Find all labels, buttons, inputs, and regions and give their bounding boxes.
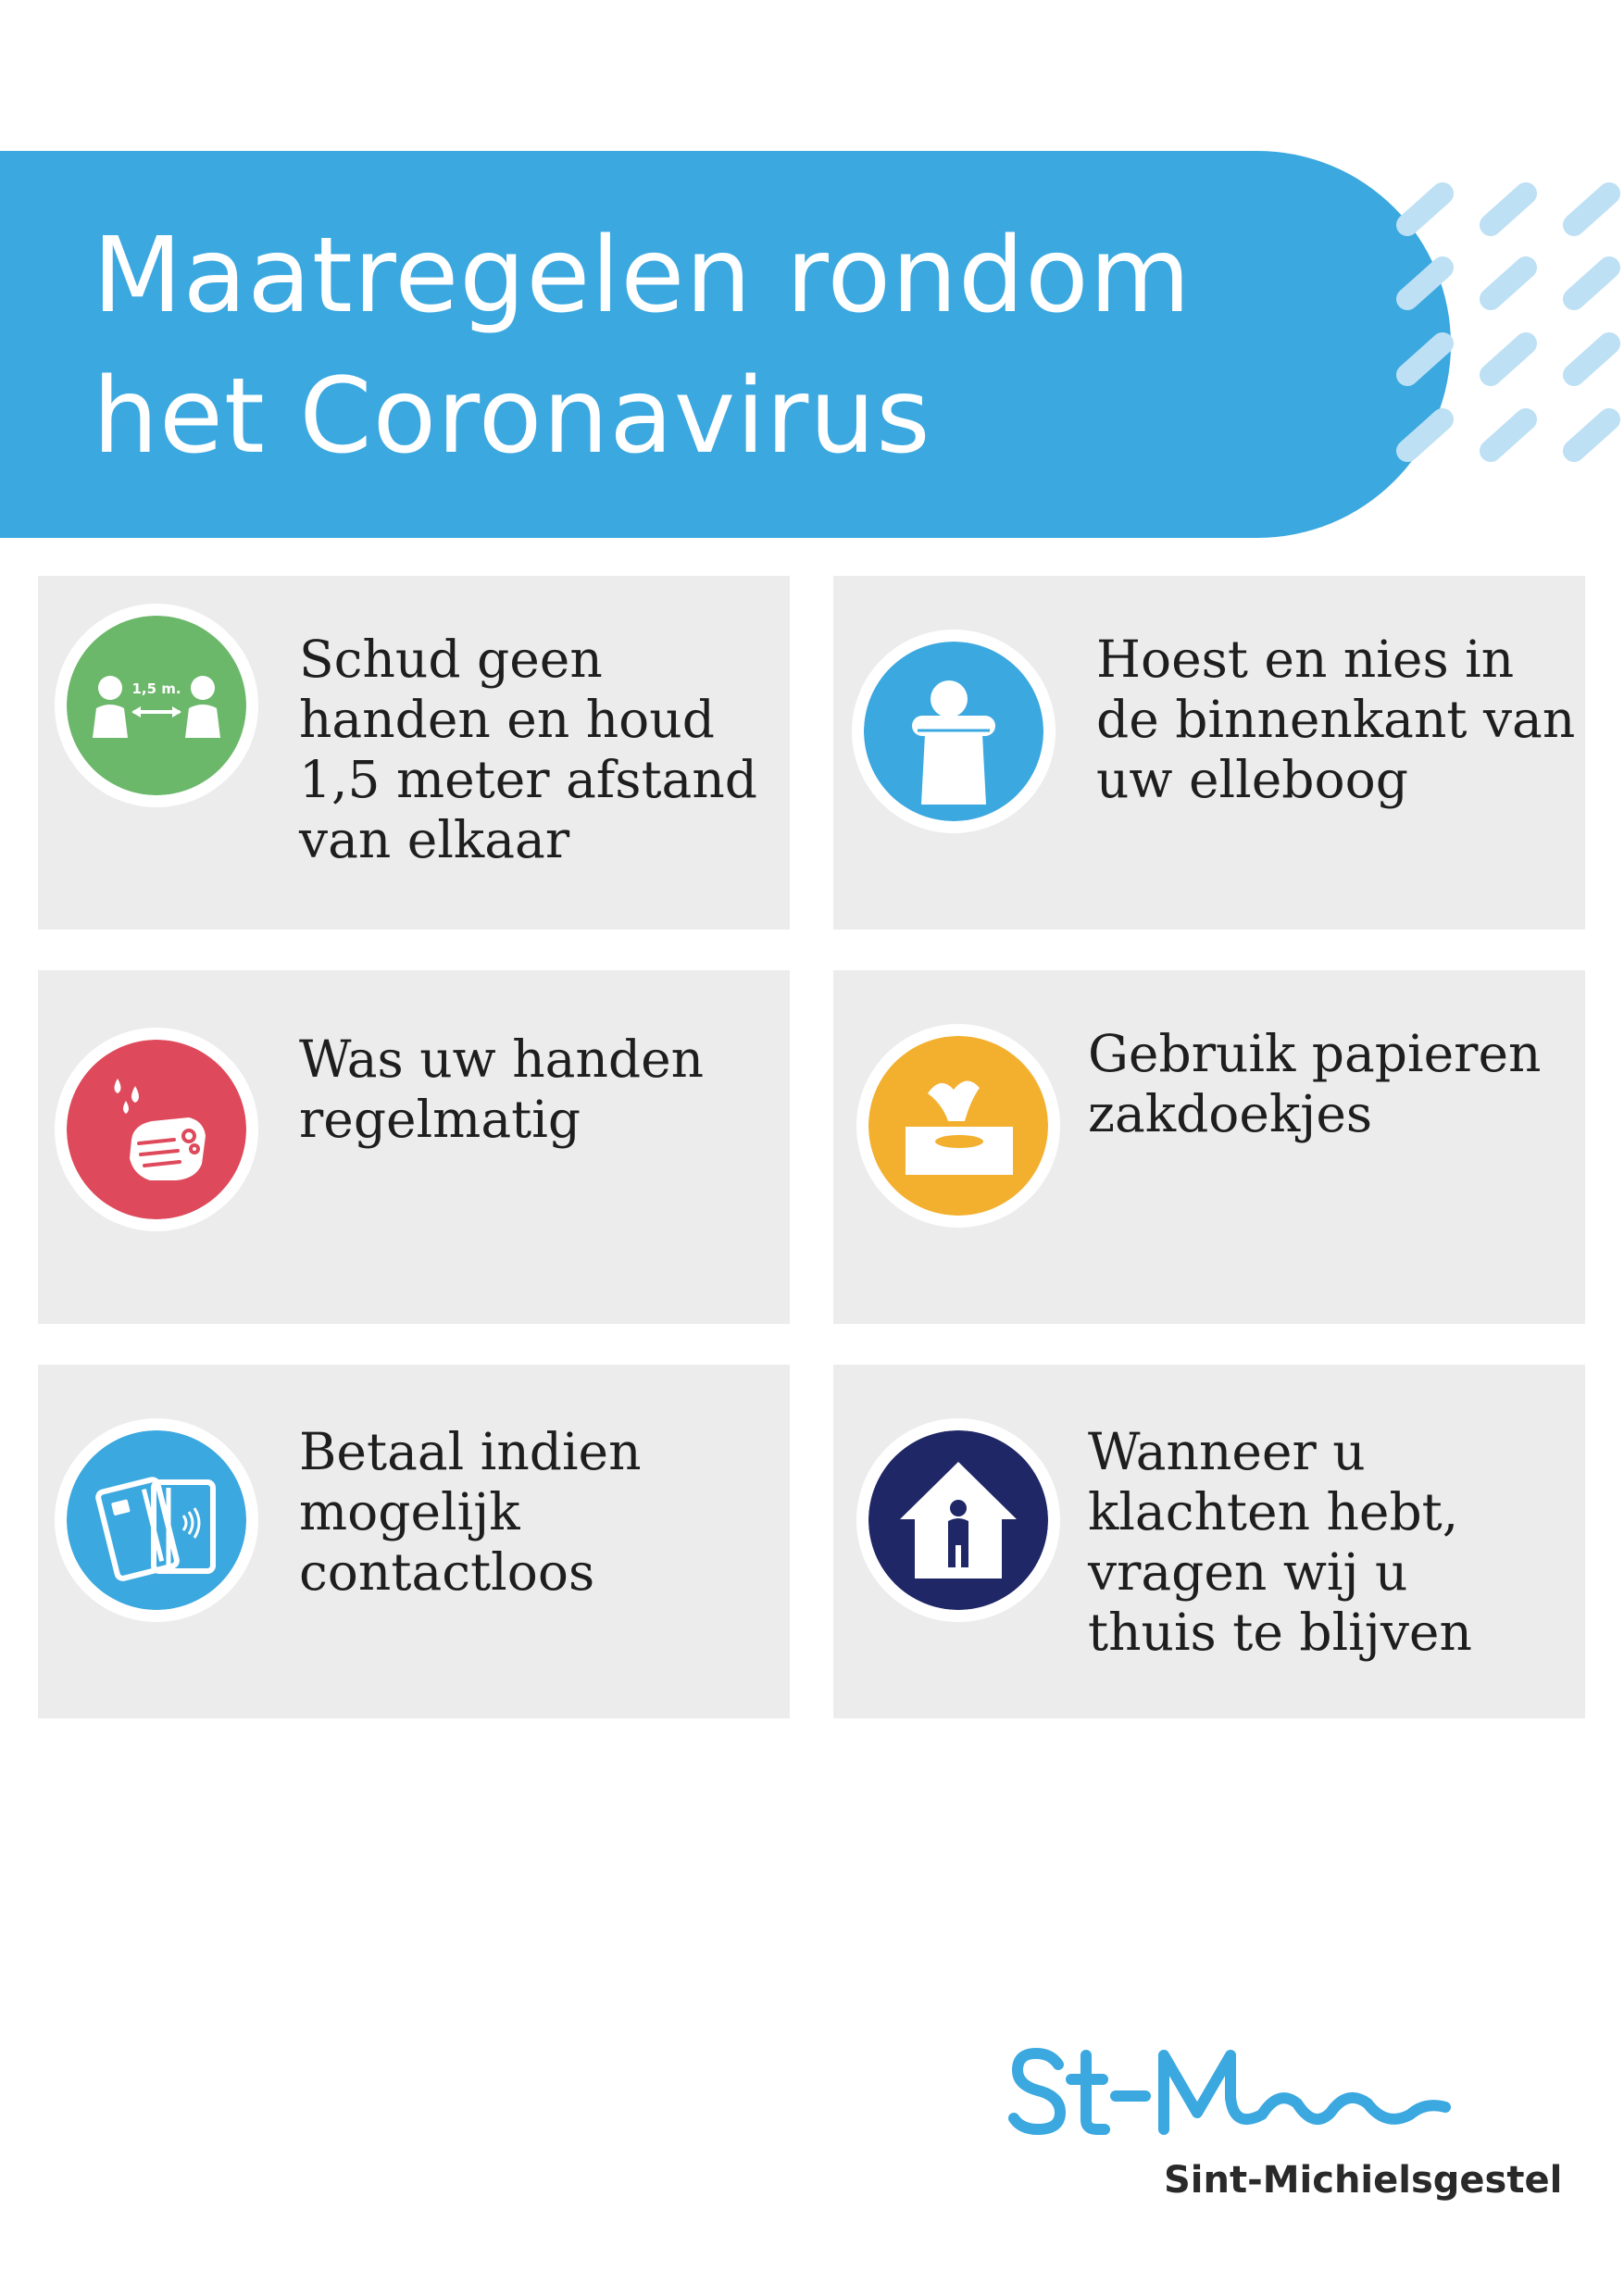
measure-text-line: Wanneer u <box>1088 1422 1366 1481</box>
hand-wash-icon <box>67 1040 246 1219</box>
measure-card-distance <box>38 576 790 930</box>
measure-text <box>299 1422 642 1603</box>
measure-text-line: uw elleboog <box>1096 750 1408 809</box>
measure-text-line: Schud geen <box>299 630 603 689</box>
measure-text-line: mogelijk <box>299 1482 520 1541</box>
measure-text <box>299 1029 704 1150</box>
badge-contactless <box>55 1418 258 1622</box>
measure-text-line: handen en houd <box>299 690 715 749</box>
measure-text <box>1096 630 1575 810</box>
contactless-card-icon <box>67 1430 246 1610</box>
distance-people-icon <box>67 616 246 795</box>
measure-text-line: van elkaar <box>299 810 570 869</box>
measure-text <box>299 630 757 870</box>
measure-card-handwash <box>38 970 790 1324</box>
measure-text-line: vragen wij u <box>1088 1542 1408 1602</box>
measure-card-contactless <box>38 1365 790 1718</box>
badge-stay-home <box>856 1418 1060 1622</box>
cough-elbow-icon <box>864 642 1043 821</box>
measure-text-line: Gebruik papieren <box>1088 1024 1542 1083</box>
measure-text-line: Hoest en nies in <box>1096 630 1515 689</box>
page-title-line: Maatregelen rondom <box>93 216 1192 336</box>
measure-text <box>1088 1422 1472 1663</box>
stay-home-icon <box>868 1430 1048 1610</box>
measure-text-line: klachten hebt, <box>1088 1482 1459 1541</box>
measure-text <box>1088 1024 1541 1144</box>
badge-tissues <box>856 1024 1060 1228</box>
st-m-logo-mark <box>1005 2037 1486 2148</box>
page-title-line: het Coronavirus <box>93 356 931 477</box>
measure-text-line: thuis te blijven <box>1088 1603 1472 1662</box>
badge-distance <box>55 604 258 807</box>
badge-handwash <box>55 1028 258 1231</box>
measure-text-line: zakdoekjes <box>1088 1084 1373 1143</box>
decorative-stripes <box>1389 181 1624 505</box>
measure-card-stay-home <box>833 1365 1585 1718</box>
measure-card-cough <box>833 576 1585 930</box>
municipality-name: Sint-Michielsgestel <box>1164 2159 1563 2202</box>
tissue-box-icon <box>868 1036 1048 1216</box>
municipality-logo <box>1005 2037 1563 2222</box>
page-title <box>93 206 1192 487</box>
measure-text-line: de binnenkant van <box>1096 690 1576 749</box>
distance-label: 1,5 m. <box>131 680 181 697</box>
measure-card-tissues <box>833 970 1585 1324</box>
measure-text-line: regelmatig <box>299 1090 581 1149</box>
measure-text-line: contactloos <box>299 1542 595 1602</box>
badge-cough <box>852 630 1056 833</box>
measure-text-line: Was uw handen <box>299 1029 705 1089</box>
measure-text-line: 1,5 meter afstand <box>299 750 757 809</box>
measure-text-line: Betaal indien <box>299 1422 642 1481</box>
